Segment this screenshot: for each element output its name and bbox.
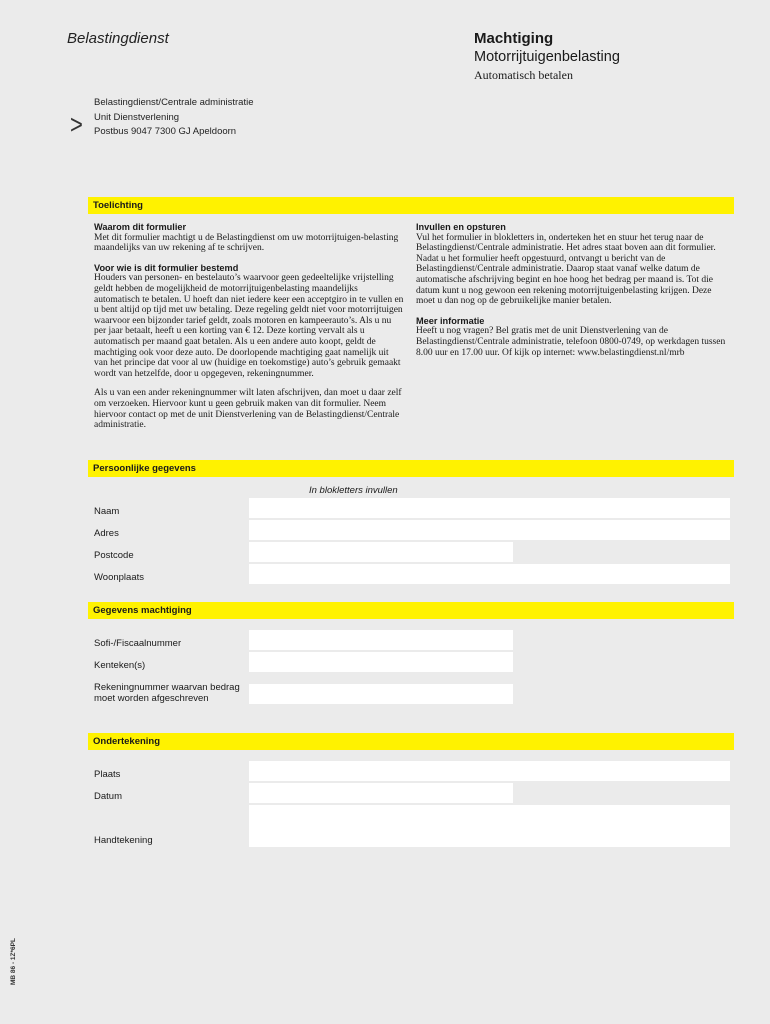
label-woonplaats: Woonplaats [94, 572, 144, 583]
sofinummer-field[interactable] [249, 630, 513, 650]
heading-voor-wie: Voor wie is dit formulier bestemd [94, 262, 239, 273]
plaats-field[interactable] [249, 761, 730, 781]
section-title: Persoonlijke gegevens [93, 463, 196, 474]
address-line-2: Unit Dienstverlening [94, 112, 180, 123]
explanation-left-column [94, 222, 404, 440]
section-title: Ondertekening [93, 736, 161, 747]
adres-field[interactable] [249, 520, 730, 540]
paragraph-invullen: Vul het formulier in blokletters in, onderteken het en stuur het terug naar de Belastingdienst/Centrale administratie. Het adres staat boven aan dit formulier. Nadat u het formulier heeft opgestuurd, ontvangt u bericht van de Belastingdienst/Centrale administratie. Daarop staat vanaf welke datum de automatische afschrijving begint en hoe hoog het bedrag per maand is. Tot die datum kunt u nog gewoon een rekening motorrijtuigenbelasting krijgen. Deze moet u dan nog op de gebruikelijke manier betalen. [416, 232, 716, 307]
section-bar-machtiging [88, 602, 734, 619]
naam-field[interactable] [249, 498, 730, 518]
logo: Belastingdienst [67, 30, 169, 47]
label-adres: Adres [94, 528, 119, 539]
label-rekeningnummer: Rekeningnummer waarvan bedrag moet worden afgeschreven [94, 682, 240, 704]
section-bar-toelichting [88, 197, 734, 214]
address-line-3: Postbus 9047 7300 GJ Apeldoorn [94, 126, 237, 137]
handtekening-field[interactable] [249, 805, 730, 847]
section-title: Toelichting [93, 200, 143, 211]
paragraph-waarom: Met dit formulier machtigt u de Belastingdienst om uw motorrijtuigen-belasting maandelijks van uw rekening af te schrijven. [94, 232, 399, 254]
paragraph-ander-rekeningnummer: Als u van een ander rekeningnummer wilt laten afschrijven, dan moet u daar zelf om verzoeken. Hiervoor kunt u geen gebruik maken van dit formulier. Neem hiervoor contact op met de unit Dienstverlening van de Belastingdienst/Centrale administratie. [94, 388, 402, 431]
section-title: Gegevens machtiging [93, 605, 192, 616]
explanation-right-column [416, 222, 728, 367]
heading-invullen: Invullen en opsturen [416, 222, 506, 232]
form-subtitle-2: Automatisch betalen [474, 68, 573, 82]
paragraph-voor-wie: Houders van personen- en bestelauto’s waarvoor geen gedeeltelijke vrijstelling geldt hebben de mogelijkheid de motorrijtuigenbelasting maandelijks automatisch te betalen. U hoeft dan niet iedere keer een acceptgiro in te vullen en u bent altijd op tijd met uw betaling. Deze regeling geldt niet voor motorrijtuigen waarvoor een bijzonder tarief geldt, zoals motoren en kampeerauto’s. Als u nu per jaar betaalt, heeft u een korting van € 12. Deze korting vervalt als u automatisch per maand gaat betalen. Als u een andere auto koopt, geldt de machtiging ook voor deze auto. De doorlopende machtiging gaat namelijk uit van het principe dat voor al uw (huidige en toekomstige) auto’s gebruik gemaakt wordt van hetzelfde, door u opgegeven, rekeningnummer. [94, 273, 404, 379]
form-title: Machtiging [474, 30, 554, 47]
paragraph-meer-informatie: Heeft u nog vragen? Bel gratis met de unit Dienstverlening van de Belastingdienst/Centrale administratie, telefoon 0800-0749, op werkdagen tussen 8.00 uur en 17.00 uur. Of kijk op internet: www.belastingdienst.nl/mrb [416, 326, 726, 358]
section-bar-ondertekening [88, 733, 734, 750]
woonplaats-field[interactable] [249, 564, 730, 584]
heading-meer-informatie: Meer informatie [416, 315, 485, 326]
label-naam: Naam [94, 506, 120, 517]
chevron-right-icon: > [70, 109, 83, 140]
label-postcode: Postcode [94, 550, 134, 561]
form-code: MB 86 - 1Z*6PL [10, 938, 17, 985]
label-kenteken: Kenteken(s) [94, 660, 146, 671]
heading-waarom: Waarom dit formulier [94, 222, 187, 232]
address-line-1: Belastingdienst/Centrale administratie [94, 97, 254, 108]
hint-blokletters: In blokletters invullen [309, 485, 398, 496]
label-sofinummer: Sofi-/Fiscaalnummer [94, 638, 182, 649]
datum-field[interactable] [249, 783, 513, 803]
rekeningnummer-field[interactable] [249, 684, 513, 704]
label-handtekening: Handtekening [94, 835, 153, 846]
postcode-field[interactable] [249, 542, 513, 562]
form-subtitle: Motorrijtuigenbelasting [474, 49, 620, 65]
kenteken-field[interactable] [249, 652, 513, 672]
label-plaats: Plaats [94, 769, 121, 780]
label-datum: Datum [94, 791, 122, 802]
section-bar-persoonlijk [88, 460, 734, 477]
